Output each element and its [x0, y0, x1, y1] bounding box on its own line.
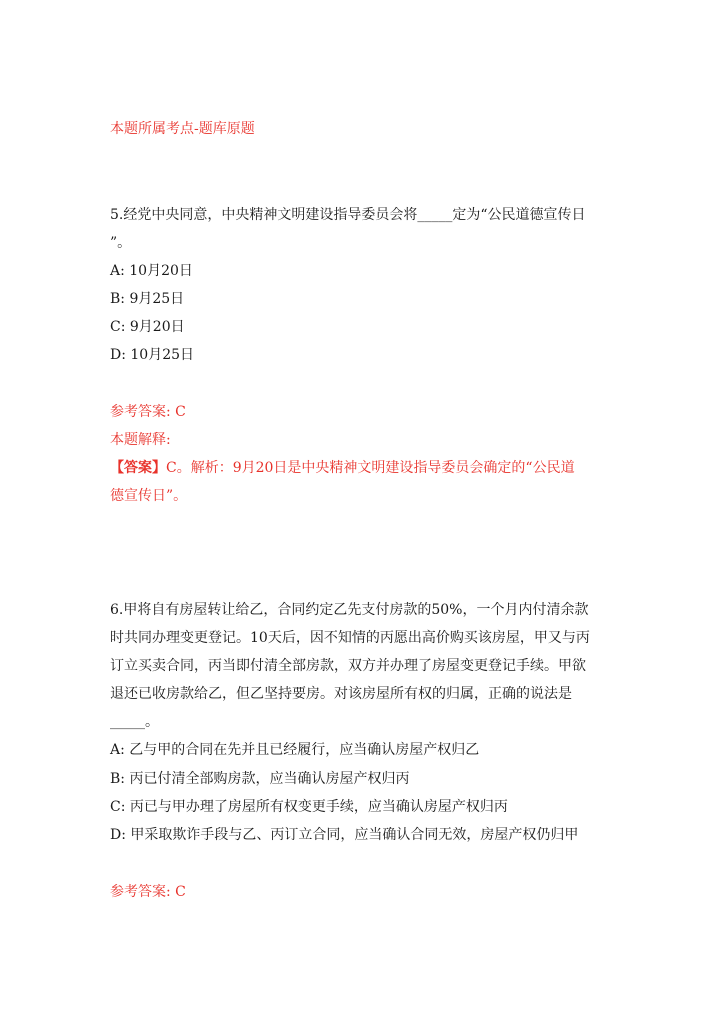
q6-option-a: A: 乙与甲的合同在先并且已经履行，应当确认房屋产权归乙: [110, 742, 480, 758]
q5-option-b: B: 9月25日: [110, 291, 185, 307]
q5-stem-line-1: 5.经党中央同意，中央精神文明建设指导委员会将_____定为“公民道德宣传日: [110, 207, 586, 223]
q5-option-c: C: 9月20日: [110, 319, 185, 335]
q6-option-d: D: 甲采取欺诈手段与乙、丙订立合同，应当确认合同无效，房屋产权仍归甲: [110, 827, 579, 843]
q5-answer-bracket: 【答案】: [110, 460, 166, 476]
q5-explanation-text: C。解析：9月20日是中央精神文明建设指导委员会确定的“公民道: [166, 460, 575, 476]
q5-option-d: D: 10月25日: [110, 347, 195, 363]
q6-stem-line-4: 退还已收房款给乙，但乙坚持要房。对该房屋所有权的归属，正确的说法是: [110, 686, 572, 702]
q6-answer-label: 参考答案: C: [110, 884, 186, 900]
q6-stem-line-2: 时共同办理变更登记。10天后，因不知情的丙愿出高价购买该房屋，甲又与丙: [110, 630, 590, 646]
q6-option-b: B: 丙已付清全部购房款，应当确认房屋产权归丙: [110, 771, 410, 787]
q5-option-a: A: 10月20日: [110, 263, 193, 279]
q6-stem-line-5: _____。: [110, 714, 159, 730]
q6-stem-line-3: 订立买卖合同，丙当即付清全部房款，双方并办理了房屋变更登记手续。甲欲: [110, 658, 586, 674]
q6-stem-line-1: 6.甲将自有房屋转让给乙，合同约定乙先支付房款的50%，一个月内付清余款: [110, 602, 589, 618]
q6-option-c: C: 丙已与甲办理了房屋所有权变更手续，应当确认房屋产权归丙: [110, 799, 508, 815]
q5-explanation-line-2: 德宣传日”。: [110, 488, 188, 504]
topic-line: 本题所属考点-题库原题: [110, 121, 255, 137]
q5-stem-line-2: ”。: [110, 235, 132, 251]
q5-answer-label: 参考答案: C: [110, 404, 186, 420]
q5-explanation-label: 本题解释:: [110, 432, 171, 448]
q5-explanation-line-1: [110, 458, 575, 478]
